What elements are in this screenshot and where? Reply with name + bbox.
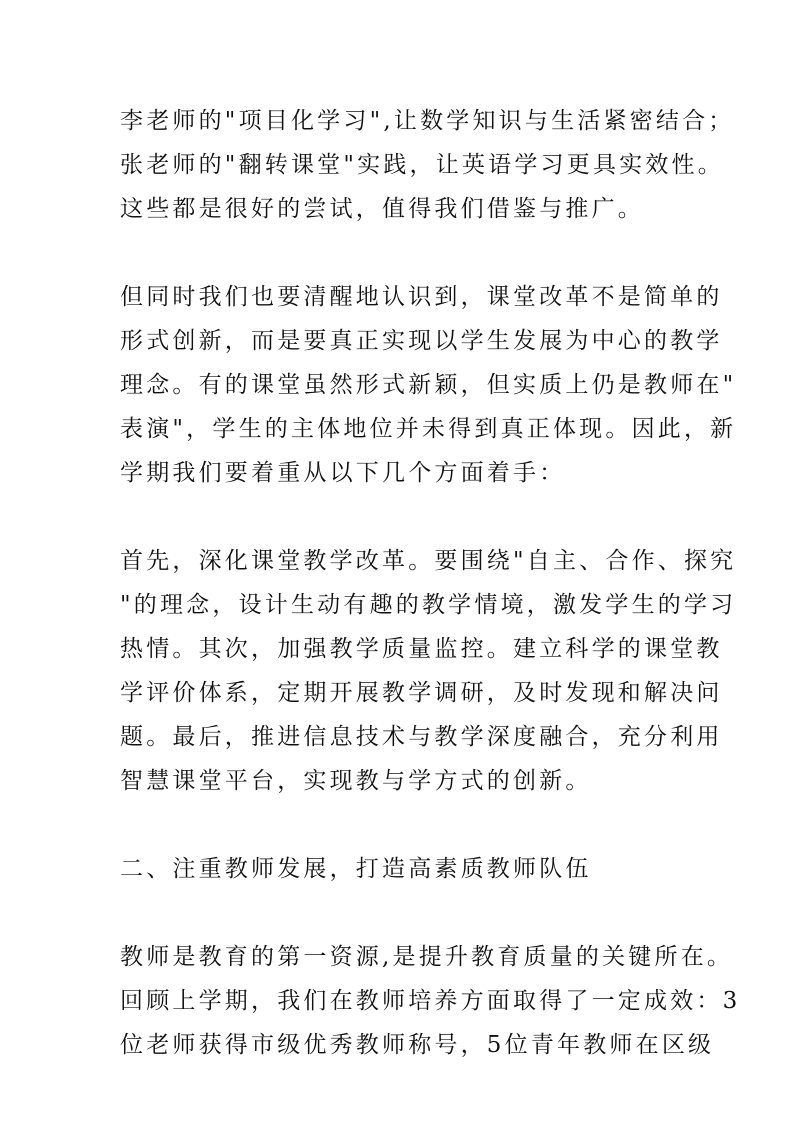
text-line: 表演"，学生的主体地位并未得到真正体现。因此，新: [120, 416, 737, 442]
text-line: 李老师的"项目化学习",让数学知识与生活紧密结合；: [120, 108, 735, 134]
text-line: "的理念，设计生动有趣的教学情境，激发学生的学习: [120, 592, 737, 618]
text-line: 这些都是很好的尝试，值得我们借鉴与推广。: [120, 196, 644, 222]
text-line: 回顾上学期，我们在教师培养方面取得了一定成效：3: [120, 988, 741, 1014]
text-line: 张老师的"翻转课堂"实践，让英语学习更具实效性。: [120, 152, 724, 178]
text-line: 热情。其次，加强教学质量监控。建立科学的课堂教: [120, 636, 723, 662]
document-page: [120, 99, 741, 1111]
paragraph-teaching-practices: [120, 99, 735, 231]
text-line: 首先，深化课堂教学改革。要围绕"自主、合作、探究: [120, 548, 737, 574]
text-line: 形式创新，而是要真正实现以学生发展为中心的教学: [120, 328, 723, 354]
text-line: 题。最后，推进信息技术与教学深度融合，充分利用: [120, 724, 723, 750]
paragraph-reform-reflection: [120, 275, 737, 495]
text-line: 教师是教育的第一资源,是提升教育质量的关键所在。: [120, 944, 734, 970]
text-line: 学期我们要着重从以下几个方面着手：: [120, 460, 566, 486]
text-line: 位老师获得市级优秀教师称号，5位青年教师在区级: [120, 1032, 715, 1058]
paragraph-teacher-development: [120, 935, 741, 1067]
paragraph-action-plan: [120, 539, 737, 803]
section-heading: [120, 847, 680, 891]
text-line: 理念。有的课堂虽然形式新颖，但实质上仍是教师在": [120, 372, 737, 398]
heading-text: 二、注重教师发展，打造高素质教师队伍: [120, 856, 592, 882]
text-line: 学评价体系，定期开展教学调研，及时发现和解决问: [120, 680, 723, 706]
text-line: 但同时我们也要清醒地认识到，课堂改革不是简单的: [120, 284, 723, 310]
text-line: 智慧课堂平台，实现教与学方式的创新。: [120, 768, 592, 794]
